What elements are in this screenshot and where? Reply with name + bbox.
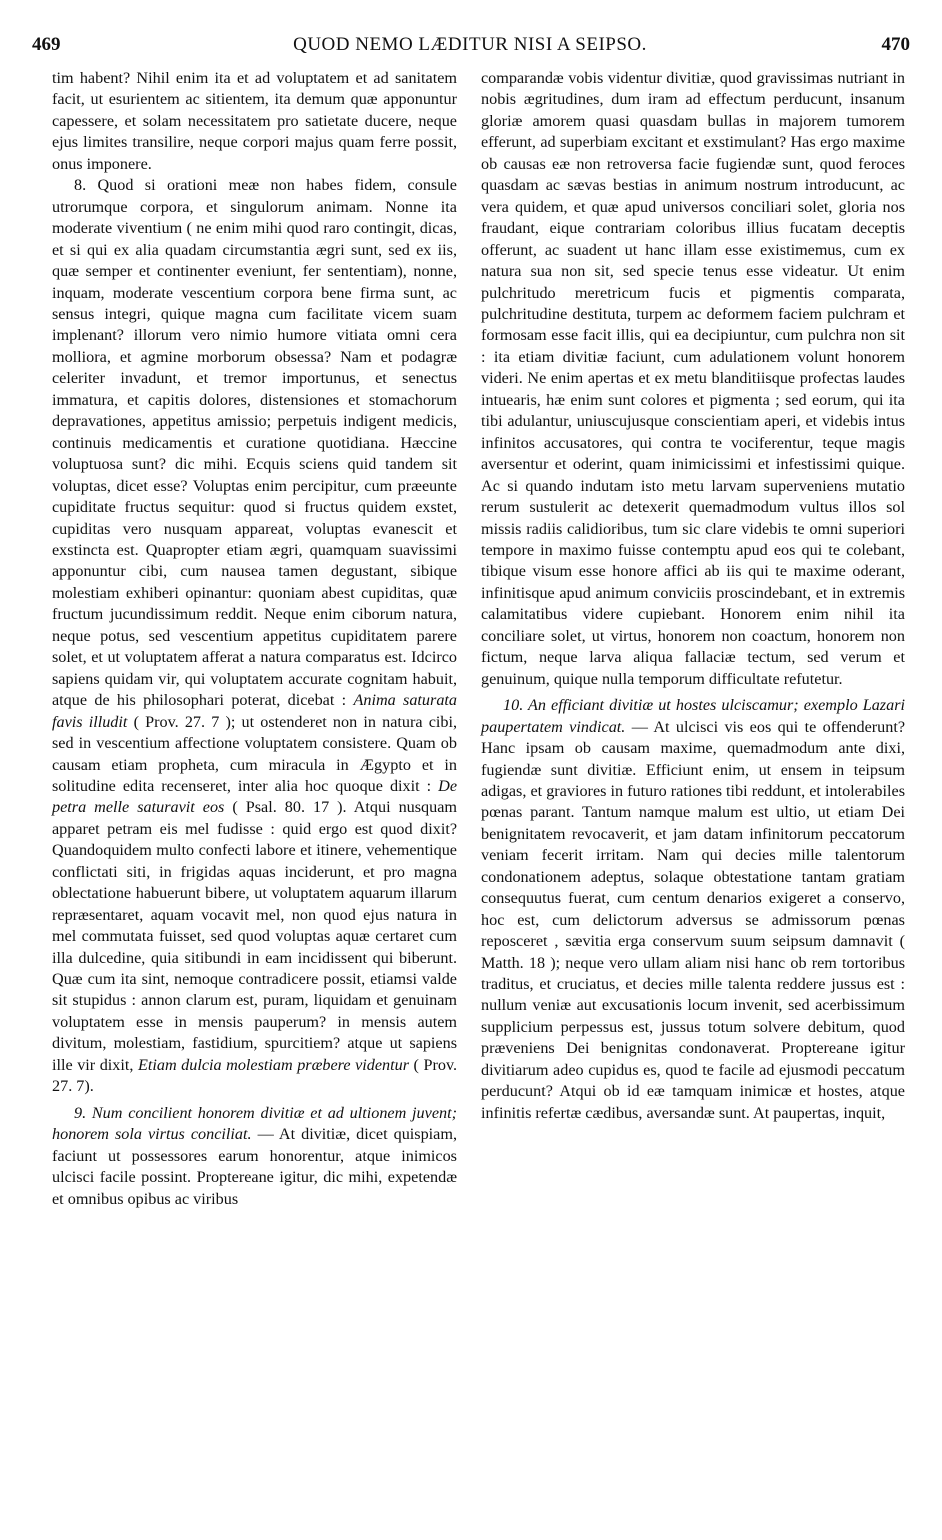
page-header [28,34,912,58]
scripture-reference: ( Prov. 27. 7). [52,1055,458,1096]
paragraph-text: 8. Quod si orationi meæ non habes fidem, consule utrorumque corpora, et singulorum animam. Nonne ita moderate viventium ( ne enim mihi quod raro contingit, dicas, et si qui ex alia quadam circumstantia ægri sunt, sed ex iis, quæ semper et continenter eveniunt, fer sententiam), nonne, inquam, moderate vescentium corpora bene firma sunt, ac sensus integri, quique magna cum facilitate vicem suam implenant? illorum vero nimio humore vitiata omni cera molliora, et agmine morborum obsessa? Nam et podagræ celeriter invadunt, et tremor importunus, et senectus immatura, et capitis dolores, distensiones et stomachorum depravationes, appetitus amissio; perpetuis indigent medicis, continuis medicamentis et curatione quotidiana. Hæccine voluptuosa sunt? dic mihi. Ecquis sciens quid tandem sit voluptas, dicet esse? Voluptas enim percipitur, cum præeunte cupiditate fructus sequitur: quod si fructus quidem exstet, cupiditas vero nusquam appareat, voluptas evanescit et exstincta est. Quapropter etiam ægri, quamquam suavissimi apponuntur cibi, cum nausea tamen degustant, sibique molestiam exhiberi opinantur: quoniam abest cupiditas, quæ fructum jucundissimum reddit. Neque enim ciborum natura, neque potus, sed vescentium appetitus cupiditatem parere solet, et ut voluptatem afferat a natura comparatus est. Idcirco sapiens quidam vir, qui voluptatem accurate cognitam habuit, atque de his philosophari poterat, dicebat : [52,176,457,710]
paragraph-9 [52,1103,457,1210]
section-heading: 9. Num concilient honorem divitiæ et ad ultionem juvent; honorem sola virtus conciliat. [52,1103,457,1144]
paragraph-text: ; neque vero ullam aliam nisi hanc ob rem tortoribus traditus, et cruciatus, et decies mille talenta reddere jussus est : nullum veniæ aut excusationis locum invenit, sed acerbissimum supplicium perpessus est, jussus totum solvere debitum, quod præveniens Dei benignitas condonaverat. Proptereane igitur divitiarum adeo cupidus es, quod te facile ad ejusmodi peccatum perducunt? Atqui ob id eæ tamquam inimicæ et hostes, atque infinitis refertæ cædibus, aversandæ sunt. At paupertas, inquit, [481,953,905,1122]
paragraph-text: — At ulcisci vis eos qui te offenderunt? Hanc ipsam ob causam maxime, quemadmodum ante dixi, fugiendæ sunt divitiæ. Efficiunt enim, ut ensem in teipsum adigas, et graviores in futuro rationes tibi reddunt, et intolerabiles pœnas parant. Tantum namque malum est ultio, ut etiam Dei benignitatem revocaverit, et jam datam infinitorum peccatorum veniam fecerit irritam. Nam qui decies mille talentorum condonationem adeptus, solaque obtestatione tantam gratiam consequutus fuerat, cum centum denarios exigeret a conservo, hoc est, cum delictorum adversus se admissorum pœnas reposceret , sævitia erga conservum suum seipsum damnavit [481,717,906,951]
scripture-quote: De petra melle saturavit eos [52,776,458,817]
paragraph-text: ; ut ostenderet non in natura cibi, sed in vescentium affectione voluptatem consistere. Quam ob causam etiam propheta, cum miracula in Ægypto et in solitudine edita recenseret, inter alia hoc quoque dixit : [52,712,458,795]
scripture-quote: Anima saturata favis illudit [52,691,457,731]
paragraph-10 [481,695,905,1124]
scripture-quote: Etiam dulcia molestiam præbere videntur [137,1055,410,1074]
scripture-reference: ( Matth. 18 ) [481,932,905,972]
paragraph-text: — At divitiæ, dicet quispiam, faciunt ut possessores earum honorentur, atque inimicos ulcisci facile possint. Proptereane igitur, dic mihi, expetendæ et omnibus opibus ac viribus [52,1125,458,1208]
left-column [52,68,457,1210]
left-page-number: 469 [32,34,61,55]
paragraph-continuation: tim habent? Nihil enim ita et ad voluptatem et ad sanitatem facit, ut esurientem ac sitientem, ita demum quæ apponuntur capessere, et solam necessitatem pro satietate ducere, neque ejus limites transilire, neque corpori majus quam ferre possit, onus imponere. [52,69,457,173]
section-heading: 10. An efficiant divitiæ ut hostes ulciscamur; exemplo Lazari paupertatem vindicat. [481,696,905,736]
scripture-reference: ( Prov. 27. 7 ) [133,712,231,731]
running-title: QUOD NEMO LÆDITUR NISI A SEIPSO. [293,34,647,55]
paragraph-text: Atqui nusquam apparet petram eis mel fudisse : quid ergo est quod dixit? Quandoquidem multo confecti labore et itinere, vehementique conflictati siti, in frigidas aquas inciderunt, et pro magna oblectatione habuerunt bibere, ut voluptatem aquarum illarum repræsentaret, aquam vocavit mel, non quod ejus natura in mel commutata fuisset, sed quod voluptas aquæ certaret cum illa dulcedine, quia sitibundi in eam incidissent qui biberunt. Quæ cum ita sint, nemoque contradicere possit, etiamsi valde sit stupidus : annon clarum est, puram, liquidam et genuinam voluptatem esse in mensis pauperum? in mensis autem divitum, molestiam, fastidium, spurcitiem? atque ut sapiens ille vir dixit, [52,798,458,1074]
right-page-number: 470 [881,34,910,55]
paragraph-8 [52,175,457,1097]
paragraph-continuation: comparandæ vobis videntur divitiæ, quod gravissimas nutriant in nobis ægritudines, dum iram ad effectum perducunt, insanum gloriæ amorem quasi quasdam bullas in majorem tumorem efferunt, ad superbiam excitant et exstimulant? Has ergo maxime ob causas eæ non retroversa facie fugiendæ sunt, quod feroces quasdam ac sævas bestias in animum nostrum introducunt, ac vera quidem, et quæ apud universos conciliari solet, gloria nos fraudant, eique contrariam coloribus illius fucatam deceptis offerunt, ac suadent ut hanc illam esse existimemus, cum ex natura sua non sit, sed specie tenus esse videatur. Ut enim pulchritudo meretricum fucis et pigmentis comparata, pulchritudine destituta, turpem ac deformem faciem pulchram et formosam esse facit illis, qui ea decipiuntur, cum pulchra non sit : ita etiam divitiæ faciunt, cum adulationem volunt honorem videri. Ne enim apertas et ex metu blanditiisque profectas laudes intuearis, hæ enim sunt colores et pigmenta ; sed eorum, qui ita tibi adulantur, uniuscujusque conscientiam aperi, et videbis intus infinitos accusatores, qui contra te vociferentur, teque magis aversentur et oderint, quam inimicissimi et infestissimi quique. Ac si quando indutam isto metu larvam superveniens mutatio rerum sustulerit ac detexerit quemadmodum vultus illos sol missis radiis calidioribus, tum sic clare videbis te omni superiori tempore in maximo fuisse contemptu apud eos qui te colebant, tibique visum esse honore affici ab iis qui te maxime oderant, infinitisque apud animum conviciis proscindebant, et in extremis calamitatibus videre cupiebant. Honorem enim nihil ita conciliare solet, ut virtus, honorem non coactum, honorem non fictum, neque larva aliqua fallaciæ tectum, sed verum et genuinum, quique nulla temporum difficultate refutetur. [481,69,905,688]
right-column [481,68,905,1124]
scripture-reference: ( Psal. 80. 17 ). [232,798,347,817]
